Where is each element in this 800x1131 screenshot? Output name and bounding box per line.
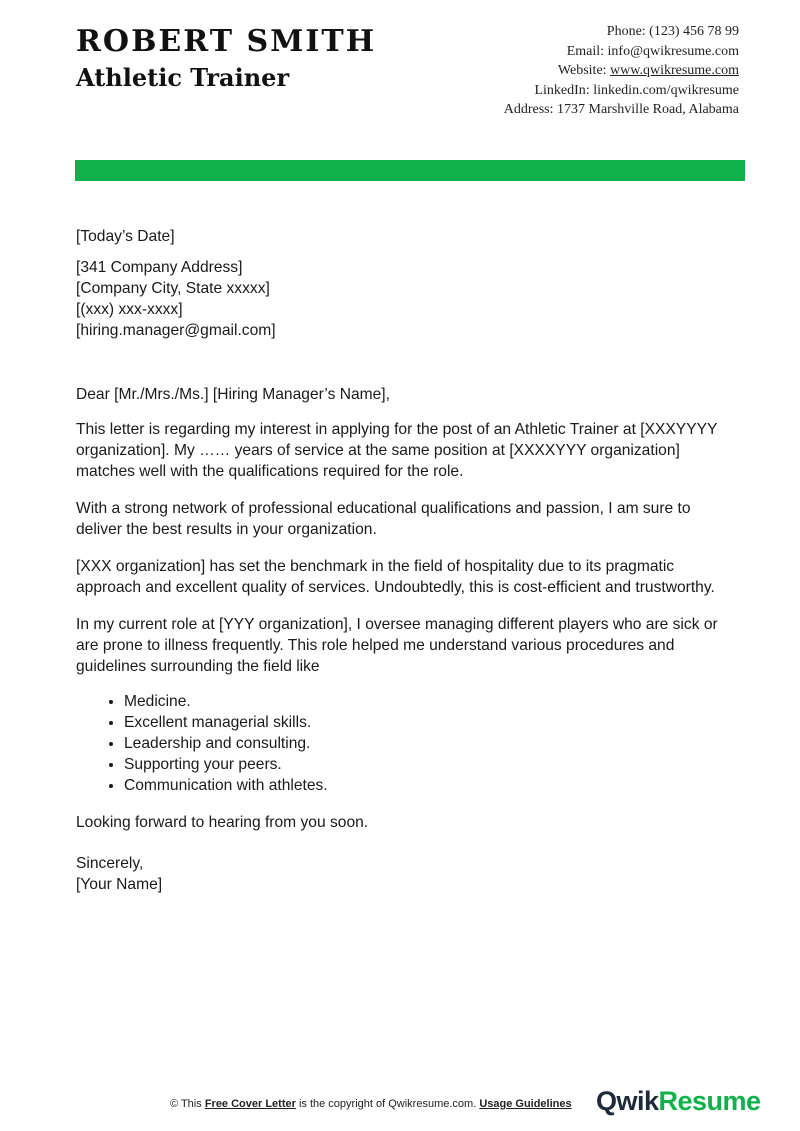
applicant-name: ROBERT SMITH xyxy=(76,24,377,59)
free-cover-letter-link[interactable]: Free Cover Letter xyxy=(204,1098,296,1110)
contact-address: Address: 1737 Marshville Road, Alabama xyxy=(503,102,739,117)
recipient-block xyxy=(76,257,726,341)
contact-website-label: Website: xyxy=(557,63,611,78)
recipient-email: [hiring.manager@gmail.com] xyxy=(76,322,276,339)
list-item: • Leadership and consulting. xyxy=(124,733,726,754)
list-item: • Supporting your peers. xyxy=(124,754,726,775)
paragraph-organization: [XXX organization] has set the benchmark in the field of hospitality due to its pragmatic approach and excellent quality of services. Undoubtedly, this is cost-efficient and trustworthy. xyxy=(76,558,715,596)
signature: [Your Name] xyxy=(76,876,163,893)
usage-guidelines-link[interactable]: Usage Guidelines xyxy=(479,1098,572,1110)
list-item: • Medicine. xyxy=(124,691,726,712)
footer-middle: is the copyright of Qwikresume.com. xyxy=(295,1098,480,1110)
job-title: Athletic Trainer xyxy=(76,63,290,92)
contact-phone: Phone: (123) 456 78 99 xyxy=(606,24,739,39)
footer-prefix: © This xyxy=(170,1098,205,1110)
paragraph-qualifications: With a strong network of professional educational qualifications and passion, I am sure to deliver the best results in your organization. xyxy=(76,500,691,538)
recipient-phone: [(xxx) xxx-xxxx] xyxy=(76,301,183,318)
contact-email: Email: info@qwikresume.com xyxy=(566,43,739,59)
copyright-footer xyxy=(170,1098,590,1110)
contact-block xyxy=(489,22,739,120)
website-link[interactable]: www.qwikresume.com xyxy=(610,63,739,78)
contact-website xyxy=(489,61,739,81)
closing-line: Looking forward to hearing from you soon. xyxy=(76,814,369,831)
list-item: • Excellent managerial skills. xyxy=(124,712,726,733)
logo-part-qwik: Qwik xyxy=(596,1086,659,1116)
logo-part-resume: Resume xyxy=(658,1086,761,1116)
signoff: Sincerely, xyxy=(76,855,144,872)
letter-body xyxy=(76,226,726,895)
contact-linkedin: LinkedIn: linkedin.com/qwikresume xyxy=(534,82,739,98)
salutation: Dear [Mr./Mrs./Ms.] [Hiring Manager’s Name], xyxy=(76,386,390,403)
list-item: • Communication with athletes. xyxy=(124,775,726,796)
skills-list xyxy=(76,691,726,796)
accent-divider-bar xyxy=(75,160,745,181)
paragraph-intro: This letter is regarding my interest in applying for the post of an Athletic Trainer at [XXXYYYY organization]. My …… years of service at the same position at [XXXXYYY organization] matches well with the qualifications required for the role. xyxy=(76,421,718,480)
paragraph-current-role: In my current role at [YYY organization], I oversee managing different players who are sick or are prone to illness frequently. This role helped me understand various procedures and guidelines surrounding the field like xyxy=(76,616,718,675)
qwikresume-logo xyxy=(596,1084,761,1118)
letter-date: [Today’s Date] xyxy=(76,228,175,245)
recipient-city: [Company City, State xxxxx] xyxy=(76,280,270,297)
recipient-address: [341 Company Address] xyxy=(76,259,243,276)
